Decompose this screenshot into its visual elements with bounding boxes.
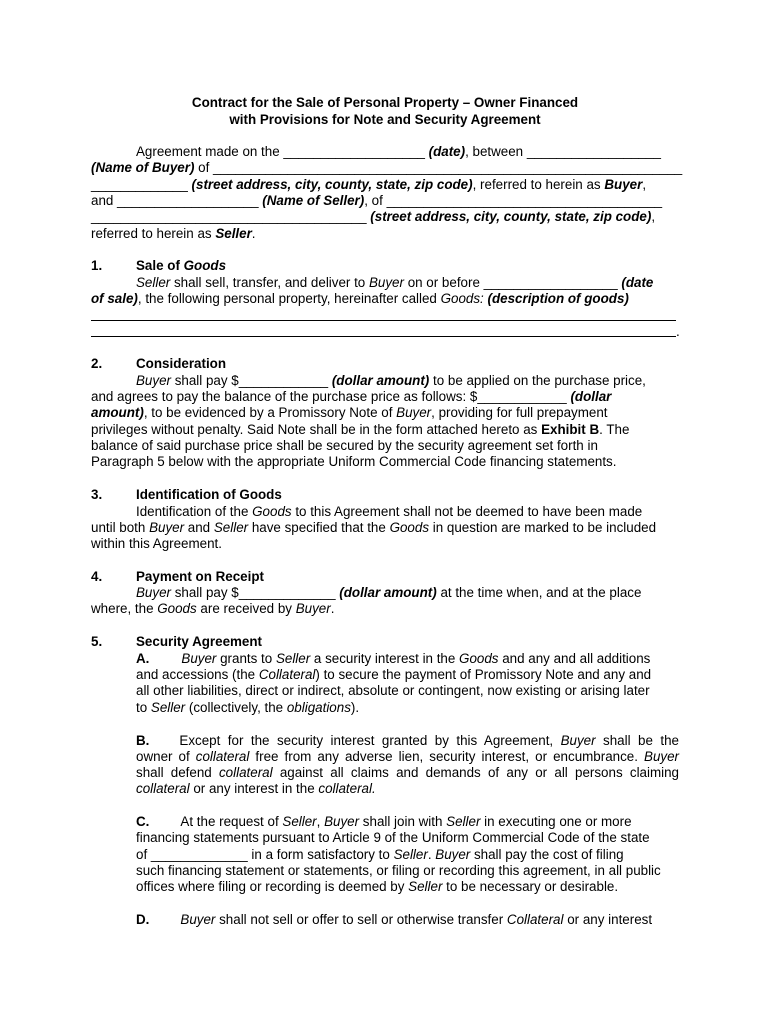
section-2-line-4: privileges without penalty. Said Note shall be in the form attached hereto as Exhibit B. The bbox=[91, 422, 630, 437]
section-5a-line-4: to Seller (collectively, the obligations). bbox=[136, 700, 360, 715]
section-5c-line-2: financing statements pursuant to Article 9 of the Uniform Commercial Code of the state bbox=[136, 830, 650, 845]
section-2-line-1: Buyer shall pay $____________ (dollar amount) to be applied on the purchase price, bbox=[136, 373, 646, 388]
section-4-line-1: Buyer shall pay $_____________ (dollar amount) at the time when, and at the place bbox=[136, 585, 642, 600]
section-3-line-3: within this Agreement. bbox=[91, 536, 222, 551]
intro-line-3: _____________ (street address, city, county, state, zip code), referred to herein as Buyer, bbox=[91, 177, 647, 192]
section-3-line-1: Identification of the Goods to this Agreement shall not be deemed to have been made bbox=[136, 504, 643, 519]
section-1-heading: Sale of Goods bbox=[136, 258, 227, 273]
section-5c-line-4: such financing statement or statements, or filing or recording this agreement, in all public bbox=[136, 863, 661, 878]
goods-description-blank-2 bbox=[91, 336, 676, 337]
intro-line-1: Agreement made on the ___________________ (date), between __________________ bbox=[136, 144, 661, 159]
section-3-line-2: until both Buyer and Seller have specified that the Goods in question are marked to be included bbox=[91, 520, 657, 535]
document-title-line-2: with Provisions for Note and Security Agreement bbox=[229, 112, 541, 127]
section-2-number: 2. bbox=[91, 356, 103, 371]
section-2-line-5: balance of said purchase price shall be secured by the security agreement set forth in bbox=[91, 438, 598, 453]
section-1-number: 1. bbox=[91, 258, 103, 273]
section-5c-line-1: C. At the request of Seller, Buyer shall join with Seller in executing one or more bbox=[136, 814, 632, 829]
document-title-line-1: Contract for the Sale of Personal Property – Owner Financed bbox=[191, 95, 579, 110]
section-5b-line-1: B. Except for the security interest granted by this Agreement, Buyer shall be the bbox=[136, 733, 679, 748]
section-5a-line-1: A. Buyer grants to Seller a security interest in the Goods and any and all additions bbox=[136, 651, 651, 666]
section-2-line-3: amount), to be evidenced by a Promissory Note of Buyer, providing for full prepayment bbox=[91, 405, 608, 420]
intro-line-2: (Name of Buyer) of _______________________________________________________________ bbox=[91, 160, 683, 175]
section-2-heading: Consideration bbox=[136, 356, 227, 371]
section-5a-line-2: and accessions (the Collateral) to secure the payment of Promissory Note and any and bbox=[136, 667, 652, 682]
section-1-period: . bbox=[676, 324, 680, 339]
section-4-line-2: where, the Goods are received by Buyer. bbox=[91, 601, 335, 616]
section-5-number: 5. bbox=[91, 634, 103, 649]
goods-description-blank-1 bbox=[91, 320, 676, 321]
section-5b-line-3: shall defend collateral against all claims and demands of any or all persons claiming bbox=[136, 765, 680, 780]
section-5a-line-3: all other liabilities, direct or indirect, absolute or contingent, now existing or arising later bbox=[136, 683, 650, 698]
section-5-heading: Security Agreement bbox=[136, 634, 263, 649]
section-4-number: 4. bbox=[91, 569, 103, 584]
section-5c-line-5: offices where filing or recording is deemed by Seller to be necessary or desirable. bbox=[136, 879, 619, 894]
section-2-line-2: and agrees to pay the balance of the purchase price as follows: $____________ (dollar bbox=[91, 389, 612, 404]
section-2-line-6: Paragraph 5 below with the appropriate Uniform Commercial Code financing statements. bbox=[91, 454, 617, 469]
section-3-heading: Identification of Goods bbox=[136, 487, 282, 502]
section-5b-line-4: collateral or any interest in the collateral. bbox=[136, 781, 376, 796]
section-3-number: 3. bbox=[91, 487, 103, 502]
section-5d-line-1: D. Buyer shall not sell or offer to sell or otherwise transfer Collateral or any interest bbox=[136, 912, 653, 927]
section-4-heading: Payment on Receipt bbox=[136, 569, 264, 584]
intro-line-6: referred to herein as Seller. bbox=[91, 226, 256, 241]
section-1-line-2: of sale), the following personal property, hereinafter called Goods: (description of goods) bbox=[91, 291, 629, 306]
section-5b-line-2: owner of collateral free from any adverse lien, security interest, or encumbrance. Buyer bbox=[136, 749, 679, 764]
section-5c-line-3: of _____________ in a form satisfactory to Seller. Buyer shall pay the cost of filing bbox=[136, 847, 624, 862]
intro-line-5: _____________________________________ (street address, city, county, state, zip code), bbox=[91, 209, 656, 224]
intro-line-4: and ___________________ (Name of Seller), of _____________________________________ bbox=[91, 193, 663, 208]
section-1-line-1: Seller shall sell, transfer, and deliver to Buyer on or before __________________ (date bbox=[136, 275, 654, 290]
